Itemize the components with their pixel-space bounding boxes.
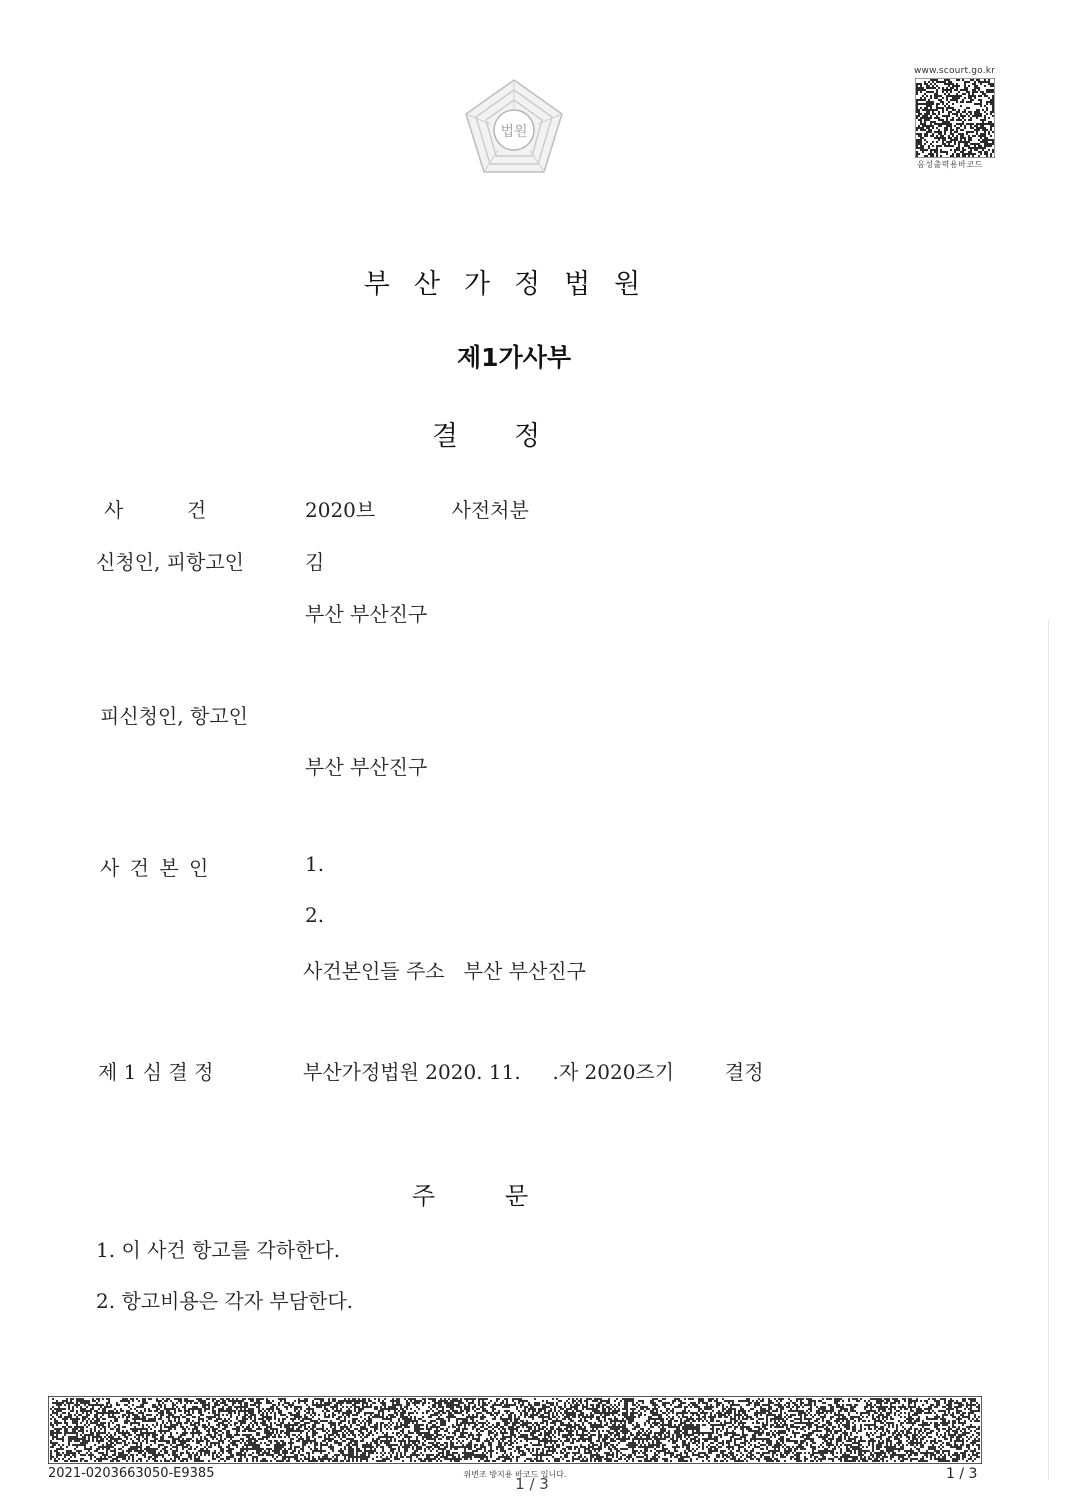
first-instance-label: 제 1 심 결 정 (98, 1060, 214, 1084)
principal-label: 사 건 본 인 (100, 856, 211, 880)
court-name: 부산가정법원 (363, 269, 665, 300)
anti-forgery-barcode (48, 1396, 982, 1464)
qr-url-text: www.scourt.go.kr (914, 66, 996, 76)
barcode-note: 위변조 방지용 바코드 입니다. (463, 1470, 567, 1479)
qr-code (915, 78, 995, 158)
document-code: 2021-0203663050-E9385 (48, 1466, 215, 1481)
emblem-text: 법원 (500, 124, 528, 140)
scan-edge-line (1048, 620, 1049, 1480)
court-emblem-icon (462, 78, 566, 176)
respondent-label: 피신청인, 항고인 (100, 704, 248, 728)
principal-1: 1. (305, 852, 325, 876)
first-instance-decision: 부산가정법원 2020. 11. .자 2020즈기 결정 (303, 1060, 764, 1084)
order-item-2: 2. 항고비용은 각자 부담한다. (96, 1289, 354, 1313)
principal-2: 2. (305, 903, 325, 927)
document-type: 결정 (431, 421, 597, 452)
principals-address: 사건본인들 주소 부산 부산진구 (303, 959, 586, 983)
division-name: 제1가사부 (457, 343, 571, 372)
case-number: 2020브 사전처분 (305, 498, 529, 522)
qr-caption: 음성출력용바코드 (917, 160, 983, 169)
page-number-center: 1 / 3 (515, 1475, 549, 1493)
applicant-address: 부산 부산진구 (305, 602, 428, 626)
case-label: 사 건 (104, 498, 207, 522)
applicant-name: 김 (305, 550, 325, 574)
order-item-1: 1. 이 사건 항고를 각하한다. (96, 1238, 341, 1262)
applicant-label: 신청인, 피항고인 (96, 550, 244, 574)
order-heading: 주문 (411, 1182, 599, 1210)
page-number: 1 / 3 (946, 1466, 978, 1482)
respondent-address: 부산 부산진구 (305, 755, 428, 779)
